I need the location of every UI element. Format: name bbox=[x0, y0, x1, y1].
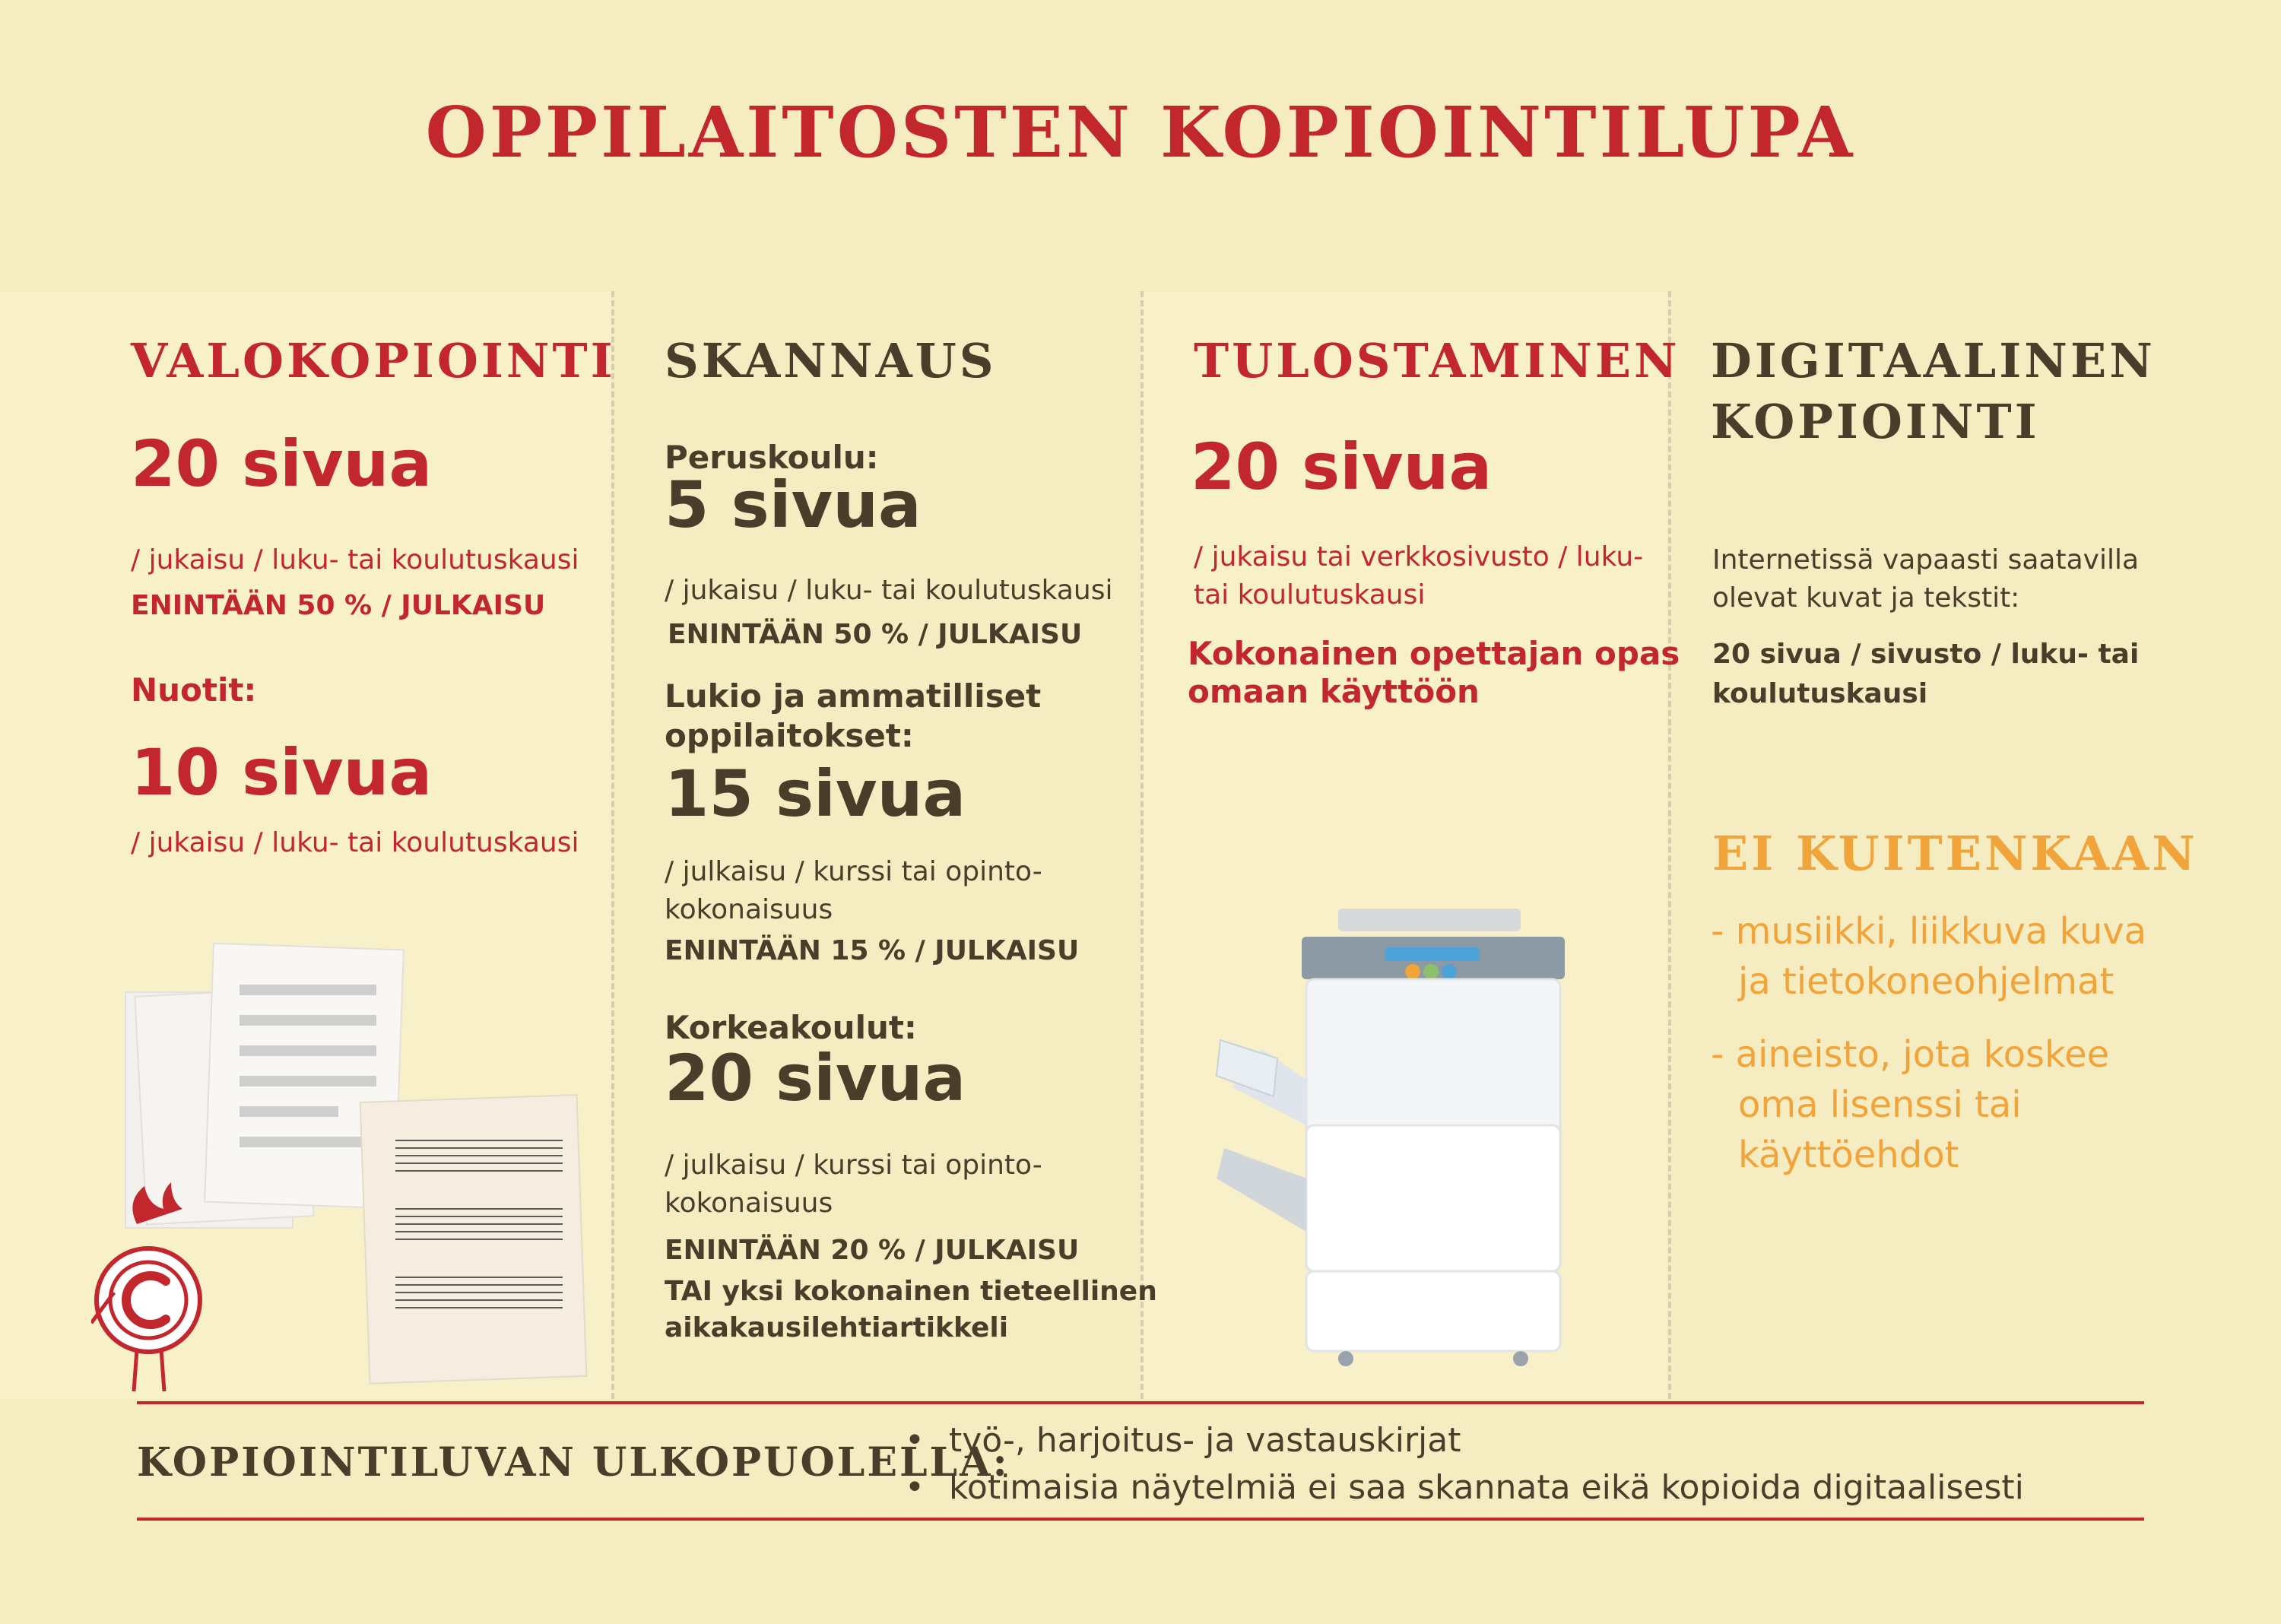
exception-item-2a: - aineisto, jota koskee bbox=[1711, 1033, 2110, 1076]
higher-education-per-1: / julkaisu / kurssi tai opinto- bbox=[665, 1150, 1042, 1181]
copier-icon bbox=[1217, 909, 1565, 1366]
papers-illustration bbox=[91, 928, 608, 1399]
basic-school-label: Peruskoulu: bbox=[665, 439, 879, 476]
printing-extra-1: Kokonainen opettajan opas bbox=[1188, 635, 1680, 672]
list-item: • kotimaisia näytelmiä ei saa skannata eikä kopioida digitaalisesti bbox=[949, 1464, 2024, 1511]
digital-desc-2: olevat kuvat ja tekstit: bbox=[1712, 582, 2020, 614]
higher-education-extra-1: TAI yksi kokonainen tieteellinen bbox=[665, 1276, 1157, 1307]
printing-per-2: tai koulutuskausi bbox=[1194, 579, 1426, 611]
printing-heading: TULOSTAMINEN bbox=[1194, 333, 1680, 389]
upper-secondary-per-1: / julkaisu / kurssi tai opinto- bbox=[665, 856, 1042, 887]
column-divider bbox=[611, 291, 614, 1399]
notes-amount: 10 sivua bbox=[131, 735, 433, 810]
digital-heading-1: DIGITAALINEN bbox=[1711, 333, 2156, 389]
digital-amount-2: koulutuskausi bbox=[1712, 678, 1928, 709]
notes-label: Nuotit: bbox=[131, 671, 257, 709]
upper-secondary-limit: ENINTÄÄN 15 % / JULKAISU bbox=[665, 935, 1080, 966]
outside-license-list bbox=[905, 1417, 2024, 1511]
printing-extra-2: omaan käyttöön bbox=[1188, 673, 1480, 710]
digital-amount-1: 20 sivua / sivusto / luku- tai bbox=[1712, 639, 2140, 670]
higher-education-label: Korkeakoulut: bbox=[665, 1009, 917, 1046]
exception-item-1b: ja tietokoneohjelmat bbox=[1738, 960, 2114, 1003]
basic-school-per: / jukaisu / luku- tai koulutuskausi bbox=[665, 575, 1113, 606]
column-divider bbox=[1668, 291, 1671, 1399]
sheet-music-icon bbox=[360, 1095, 587, 1384]
scanning-heading: SKANNAUS bbox=[665, 333, 997, 389]
copier-illustration bbox=[1186, 897, 1574, 1369]
higher-education-amount: 20 sivua bbox=[665, 1041, 966, 1115]
photocopy-limit: ENINTÄÄN 50 % / JULKAISU bbox=[131, 590, 546, 621]
photocopy-amount: 20 sivua bbox=[131, 427, 433, 501]
higher-education-extra-2: aikakausilehtiartikkeli bbox=[665, 1312, 1009, 1343]
basic-school-amount: 5 sivua bbox=[665, 468, 922, 542]
exception-item-2c: käyttöehdot bbox=[1738, 1134, 1959, 1176]
digital-desc-1: Internetissä vapaasti saatavilla bbox=[1712, 544, 2140, 576]
exception-item-2b: oma lisenssi tai bbox=[1738, 1083, 2022, 1126]
higher-education-per-2: kokonaisuus bbox=[665, 1188, 833, 1219]
photocopy-per: / jukaisu / luku- tai koulutuskausi bbox=[131, 544, 579, 576]
document-icon bbox=[125, 944, 404, 1228]
notes-per: / jukaisu / luku- tai koulutuskausi bbox=[131, 827, 579, 858]
upper-secondary-amount: 15 sivua bbox=[665, 756, 966, 831]
photocopy-heading: VALOKOPIOINTI bbox=[131, 333, 616, 389]
exceptions-heading: EI KUITENKAAN bbox=[1712, 826, 2198, 881]
list-item: • työ-, harjoitus- ja vastauskirjat bbox=[949, 1417, 2024, 1464]
outside-license-heading: KOPIOINTILUVAN ULKOPUOLELLA: bbox=[137, 1439, 1010, 1486]
footer-rule-bottom bbox=[137, 1518, 2144, 1521]
digital-heading-2: KOPIOINTI bbox=[1711, 394, 2040, 449]
exception-item-1a: - musiikki, liikkuva kuva bbox=[1711, 910, 2147, 953]
page-title: OPPILAITOSTEN KOPIOINTILUPA bbox=[425, 91, 1856, 173]
upper-secondary-label-2: oppilaitokset: bbox=[665, 717, 914, 754]
footer-rule-top bbox=[137, 1401, 2144, 1404]
basic-school-limit: ENINTÄÄN 50 % / JULKAISU bbox=[668, 619, 1083, 650]
upper-secondary-label-1: Lukio ja ammatilliset bbox=[665, 677, 1042, 715]
column-divider bbox=[1140, 291, 1144, 1399]
upper-secondary-per-2: kokonaisuus bbox=[665, 894, 833, 925]
printing-per-1: / jukaisu tai verkkosivusto / luku- bbox=[1194, 541, 1644, 573]
higher-education-limit: ENINTÄÄN 20 % / JULKAISU bbox=[665, 1235, 1080, 1266]
printing-amount: 20 sivua bbox=[1191, 430, 1493, 504]
